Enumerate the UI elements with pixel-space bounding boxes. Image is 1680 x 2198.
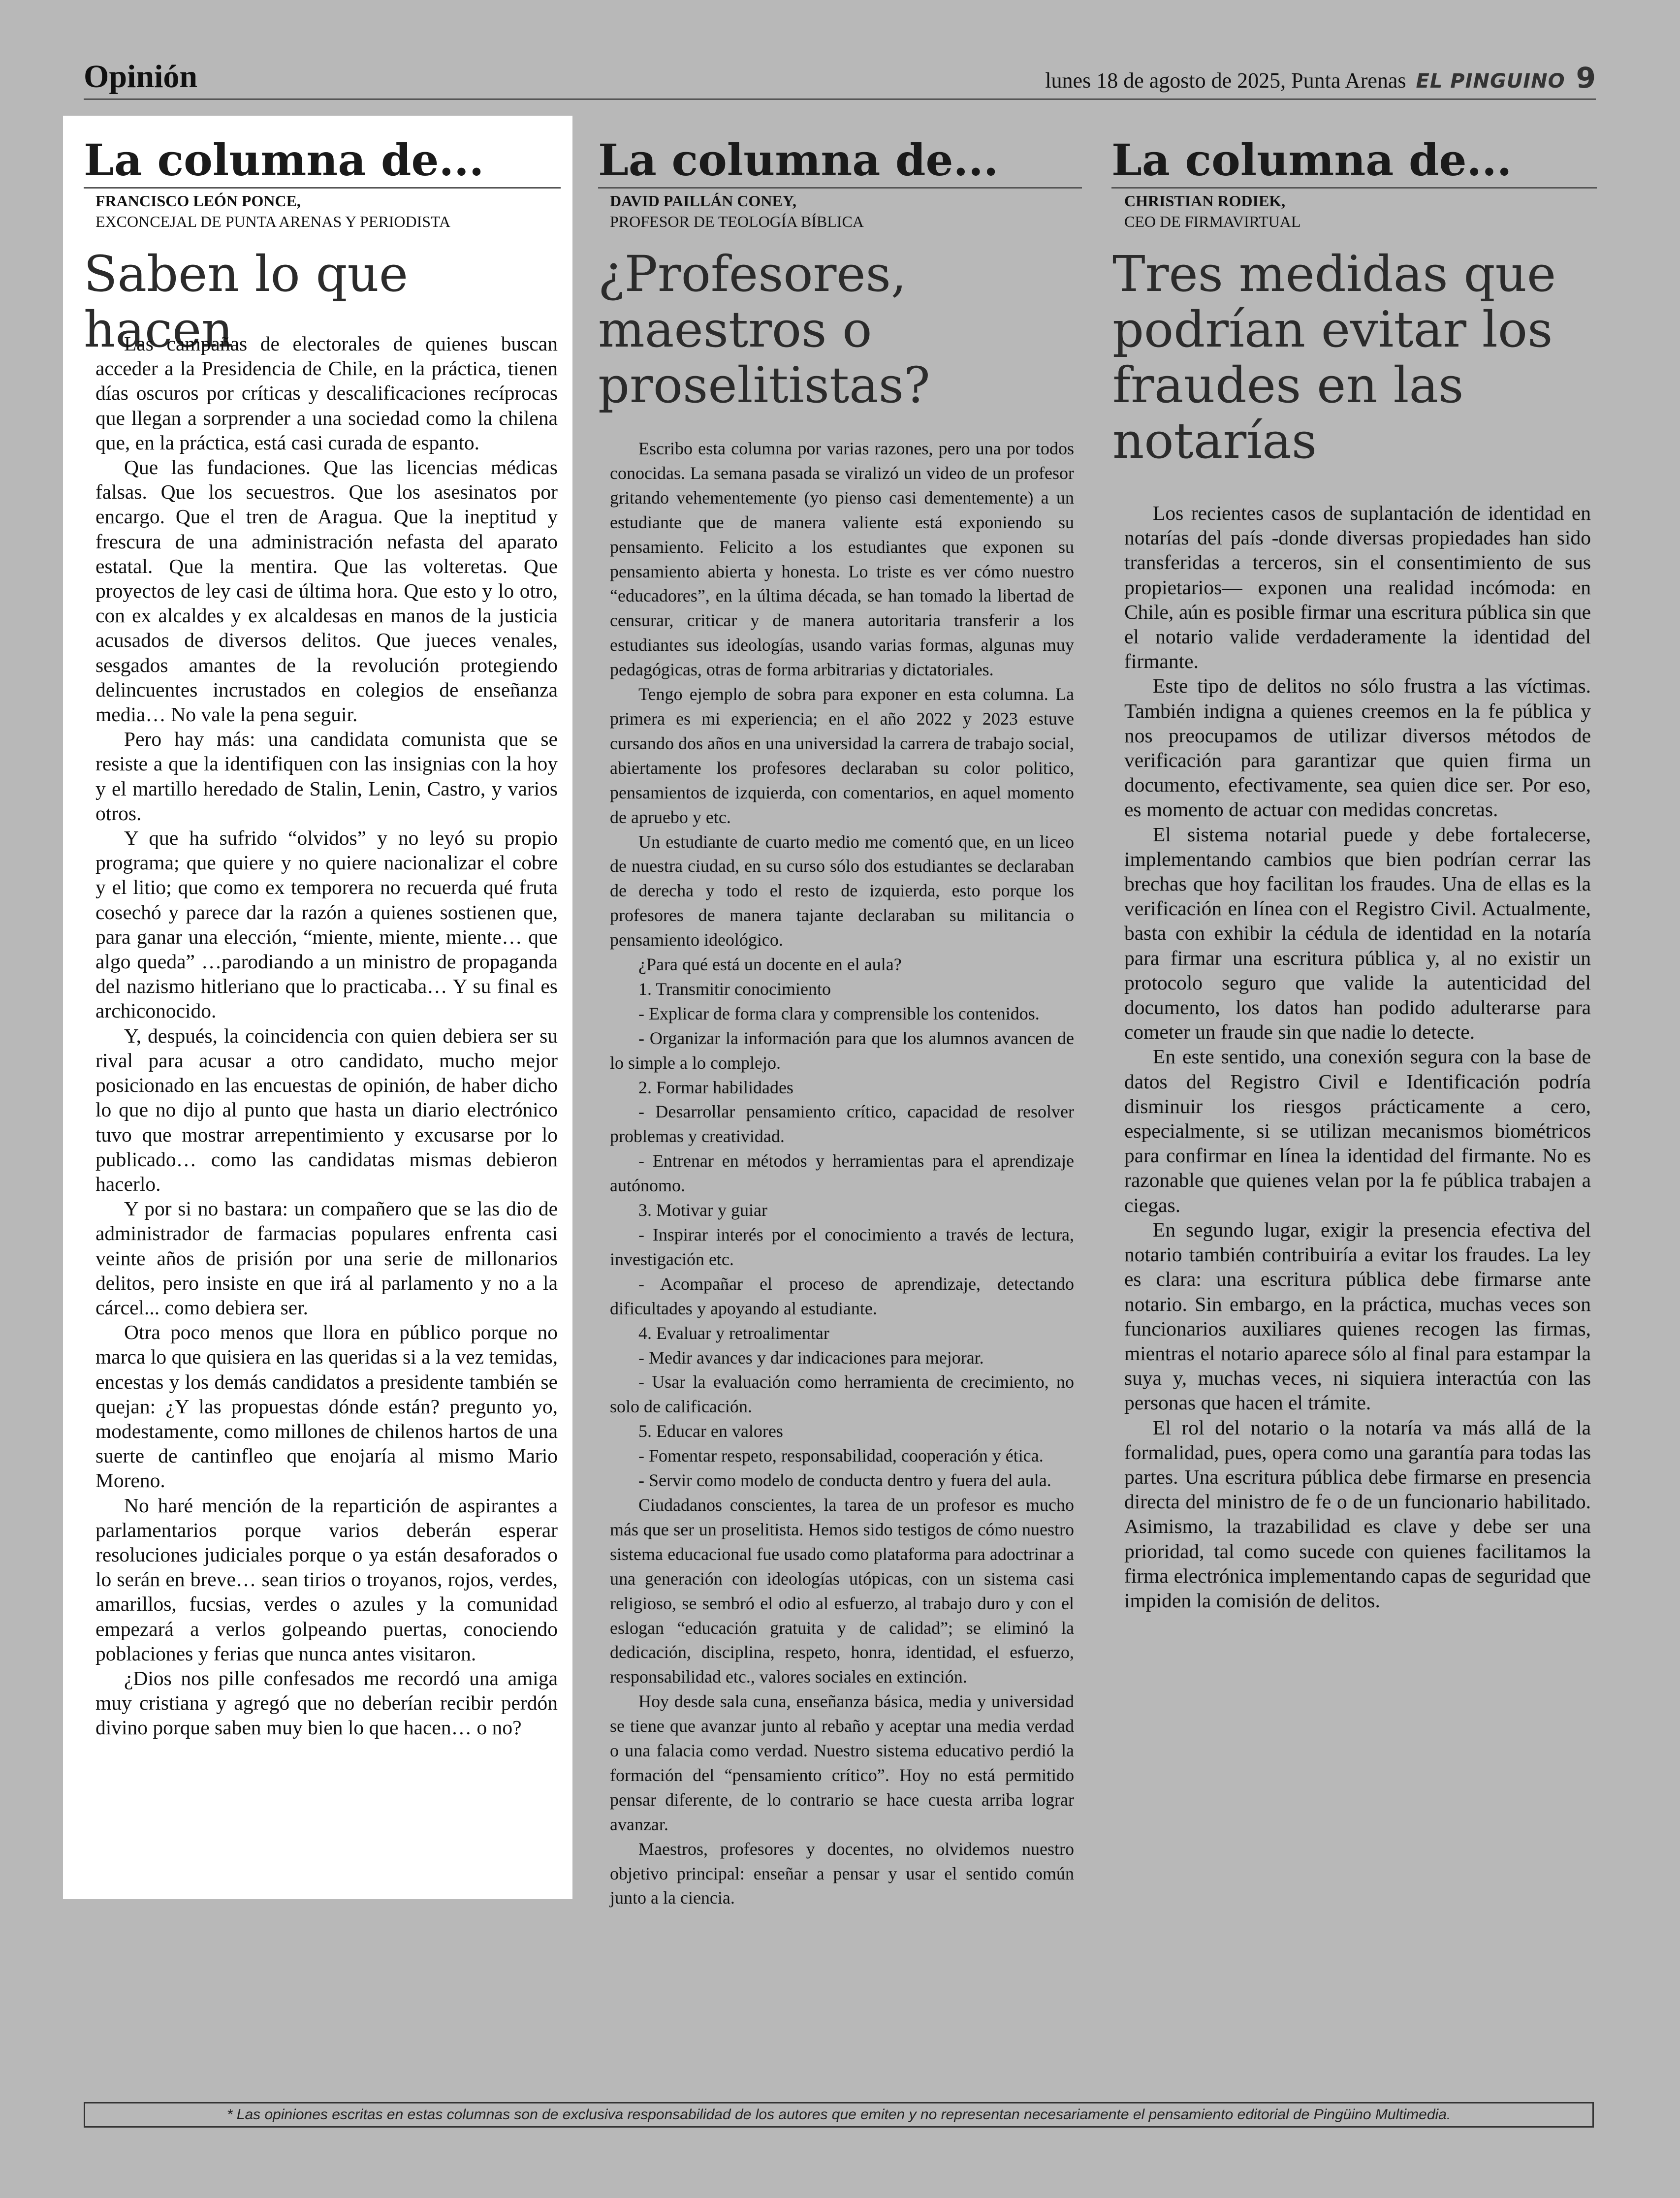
column-kicker: La columna de... xyxy=(598,133,1082,189)
column-1 xyxy=(63,116,572,1899)
column-title: ¿Profesores, maestros o proselitistas? xyxy=(598,245,930,414)
paragraph: El sistema notarial puede y debe fortalecerse, implementando cambios que bien podrían cerrar las brechas que hoy facilitan los fraudes. Una de ellas es la verificación en línea con el Registro Civil. Actualmente, basta con exhibir la cédula de identidad en la notaría para firmar una escritura pública y, al no existir un protocolo seguro que valide la autenticidad del documento, los datos han podido adulterarse para cometer un fraude sin que nadie lo detecte. xyxy=(1124,823,1591,1044)
paragraph: - Explicar de forma clara y comprensible los contenidos. xyxy=(638,1003,1040,1023)
author-role: EXCONCEJAL DE PUNTA ARENAS Y PERIODISTA xyxy=(95,213,451,230)
paragraph: - Desarrollar pensamiento crítico, capacidad de resolver problemas y creatividad. xyxy=(610,1102,1074,1147)
paragraph: Hoy desde sala cuna, enseñanza básica, media y universidad se tiene que avanzar junto al rebaño y aceptar una media verdad o una falacia como verdad. Nuestro sistema educativo perdió la formación del “pensamiento crítico”. Hoy no está permitido pensar diferente, de lo contrario se hace cuesta arriba lograr avanzar. xyxy=(610,1691,1074,1834)
paragraph: Que las fundaciones. Que las licencias médicas falsas. Que los secuestros. Que los asesinatos por encargo. Que el tren de Aragua. Que la ineptitud y frescura de una administración nefasta del aparato estatal. Que la mentira. Que las volteretas. Que proyectos de ley casi de última hora. Que esto y lo otro, con ex alcaldes y ex alcaldesas en manos de la justicia acusados de diversos delitos. Que jueces venales, sesgados amantes de la revolución protegiendo delincuentes incrustados en colegios de enseñanza media… No vale la pena seguir. xyxy=(95,456,558,726)
section-title: Opinión xyxy=(84,59,198,95)
paragraph: - Medir avances y dar indicaciones para mejorar. xyxy=(638,1347,984,1368)
paragraph: - Organizar la información para que los alumnos avancen de lo simple a lo complejo. xyxy=(610,1028,1074,1073)
column-2 xyxy=(577,116,1092,2065)
author-name: CHRISTIAN RODIEK, xyxy=(1124,192,1286,210)
column-title: Tres medidas que podrían evitar los fraudes en las notarías xyxy=(1112,245,1556,470)
column-3 xyxy=(1092,116,1609,1740)
paragraph: Los recientes casos de suplantación de identidad en notarías del país -donde diversas propiedades han sido transferidas a terceros, sin el consentimiento de sus propietarios— exponen una realidad incómoda: en Chile, aún es posible firmar una escritura pública sin que el notario valide verdaderamente la identidad del firmante. xyxy=(1124,502,1591,673)
paragraph: Y que ha sufrido “olvidos” y no leyó su propio programa; que quiere y no quiere nacionalizar el cobre y el litio; que como ex temporera no recuerda qué fruta cosechó y parece dar la razón a quienes sostienen que, para ganar una elección, “miente, miente, miente… que algo queda” …parodiando a un ministro de propaganda del nazismo hitleriano que lo practicaba… Y su final es archiconocido. xyxy=(95,827,558,1022)
header-info xyxy=(1045,61,1596,95)
paragraph: 1. Transmitir conocimiento xyxy=(638,979,831,999)
paragraph: Las campañas de electorales de quienes buscan acceder a la Presidencia de Chile, en la práctica, tienen días oscuros por críticas y descalificaciones recíprocas que llegan a sorprender a una sociedad como la chilena que, en la práctica, está casi curada de espanto. xyxy=(95,332,558,454)
paragraph: Pero hay más: una candidata comunista que se resiste a que la identifiquen con las insignias con la hoy y el martillo heredado de Stalin, Lenin, Castro, y varios otros. xyxy=(95,728,558,825)
author-role: CEO DE FIRMAVIRTUAL xyxy=(1124,213,1301,230)
paragraph: - Entrenar en métodos y herramientas para el aprendizaje autónomo. xyxy=(610,1151,1074,1196)
paragraph: Y, después, la coincidencia con quien debiera ser su rival para acusar a otro candidato, mucho mejor posicionado en las encuestas de opinión, de haber dicho lo que no dijo al punto que hasta un diario electrónico tuvo que mostrar arrepentimiento y excusarse por lo publicado… como las candidatas mismas debieron hacerlo. xyxy=(95,1024,558,1195)
page-header xyxy=(84,58,1596,100)
paragraph: - Inspirar interés por el conocimiento a través de lectura, investigación etc. xyxy=(610,1225,1074,1269)
column-author xyxy=(1124,191,1300,232)
column-body xyxy=(1124,501,1591,1613)
paragraph: ¿Dios nos pille confesados me recordó una amiga muy cristiana y agregó que no deberían recibir perdón divino porque saben muy bien lo que hacen… o no? xyxy=(95,1666,558,1739)
paragraph: 4. Evaluar y retroalimentar xyxy=(638,1323,829,1343)
author-name: DAVID PAILLÁN CONEY, xyxy=(610,192,797,210)
column-kicker: La columna de... xyxy=(1111,133,1597,189)
page-number: 9 xyxy=(1576,61,1596,95)
paragraph: En este sentido, una conexión segura con la base de datos del Registro Civil e Identificación podría disminuir los riesgos prácticamente a cero, especialmente, si se utilizan mecanismos biométricos para confirmar en línea la identidad del firmante. No es razonable que quienes velan por la fe pública trabajen a ciegas. xyxy=(1124,1045,1591,1216)
paragraph: En segundo lugar, exigir la presencia efectiva del notario también contribuiría a evitar los fraudes. La ley es clara: una escritura pública debe firmarse ante notario. Sin embargo, en la práctica, muchas veces son funcionarios auxiliares quienes recogen las firmas, mientras el notario aparece sólo al final para estampar la suya y, muchas veces, ni siquiera interactúa con las personas que hacen el trámite. xyxy=(1124,1218,1591,1414)
paragraph: - Usar la evaluación como herramienta de crecimiento, no solo de calificación. xyxy=(610,1372,1074,1417)
paragraph: Otra poco menos que llora en público porque no marca lo que quisiera en las queridas si a la vez temidas, encestas y los demás candidatos a presidente también se quejan: ¿Y las propuestas dónde están? pregunto yo, modestamente, como millones de chilenos hartos de una suerte de cantinfleo que enojaría al mismo Mario Moreno. xyxy=(95,1321,558,1492)
paragraph: Tengo ejemplo de sobra para exponer en esta columna. La primera es mi experiencia; en el año 2022 y 2023 estuve cursando dos años en una universidad la carrera de trabajo social, abiertamente los profesores declaraban su color politico, pensamientos de izquierda, con comentarios, en aquel momento de apruebo y etc. xyxy=(610,684,1074,827)
paragraph: Escribo esta columna por varias razones, pero una por todos conocidas. La semana pasada se viralizó un video de un profesor gritando vehementemente (yo pienso casi dementemente) a un estudiante que de manera valiente está exponiendo su pensamiento. Felicito a los estudiantes que exponen su pensamiento abierta y honesta. Lo triste es ver cómo nuestro “educadores”, en la última década, se han tomado la libertad de censurar, criticar y de manera autoritaria transferir a los estudiantes sus ideologías, usando varias formas, algunas muy pedagógicas, otras de forma arbitrarias y dictatoriales. xyxy=(610,439,1074,680)
author-name: FRANCISCO LEÓN PONCE, xyxy=(95,192,301,210)
paragraph: No haré mención de la repartición de aspirantes a parlamentarios porque varios deberán esperar resoluciones judiciales porque o ya están desaforados o lo serán en breve… sean tirios o troyanos, rojos, verdes, amarillos, fucsias, verdes o azules y la comunidad empezará a verlos golpeando puertas, conociendo poblaciones y ferias que nunca antes visitaron. xyxy=(95,1494,558,1665)
paragraph: 5. Educar en valores xyxy=(638,1421,783,1441)
column-author xyxy=(610,191,864,232)
paragraph: Ciudadanos conscientes, la tarea de un profesor es mucho más que ser un proselitista. Hemos sido testigos de cómo nuestro sistema educacional fue usado como plataforma para adoctrinar a una generación con ideologías utópicas, con un sistema casi religioso, se sembró el odio al esfuerzo, al trabajo duro y con el eslogan “educación gratuita y de calidad”; se eliminó la dedicación, disciplina, respeto, honra, identidad, el esfuerzo, responsabilidad etc., valores sociales en extinción. xyxy=(610,1495,1074,1687)
paragraph: - Acompañar el proceso de aprendizaje, detectando dificultades y apoyando al estudiante. xyxy=(610,1274,1074,1318)
column-kicker: La columna de... xyxy=(84,133,561,189)
paragraph: Un estudiante de cuarto medio me comentó que, en un liceo de nuestra ciudad, en su curso sólo dos estudiantes se declaraban de derecha y todo el resto de izquierda, esto porque los profesores de manera tajante declaraban su militancia o pensamiento ideológico. xyxy=(610,831,1074,950)
paragraph: - Servir como modelo de conducta dentro y fuera del aula. xyxy=(638,1470,1051,1491)
header-date: lunes 18 de agosto de 2025, Punta Arenas xyxy=(1045,68,1406,93)
newspaper-logo: EL PINGUINO xyxy=(1416,70,1565,93)
paragraph: Y por si no bastara: un compañero que se las dio de administrador de farmacias populares enfrenta casi veinte años de prisión por una serie de millonarios delitos, pero insiste en que irá al parlamento y no a la cárcel... como debiera ser. xyxy=(95,1197,558,1319)
paragraph: 2. Formar habilidades xyxy=(638,1077,793,1097)
paragraph: Este tipo de delitos no sólo frustra a las víctimas. También indigna a quienes creemos en la fe pública y nos preocupamos de utilizar diversos métodos de verificación para garantizar que quien firma un documento, efectivamente, sea quien dice ser. Por eso, es momento de actuar con medidas concretas. xyxy=(1124,674,1591,821)
column-author xyxy=(95,191,450,232)
paragraph: ¿Para qué está un docente en el aula? xyxy=(638,955,902,975)
paragraph: El rol del notario o la notaría va más allá de la formalidad, pues, opera como una garantía para todas las partes. Una escritura pública debe firmarse en presencia directa del ministro de fe o de un funcionario habilitado. Asimismo, la trazabilidad es clave y debe ser una prioridad, tal como sucede con quienes facilitamos la firma electrónica implementando capas de seguridad que impiden la comisión de delitos. xyxy=(1124,1416,1591,1612)
disclaimer-footer: * Las opiniones escritas en estas columnas son de exclusiva responsabilidad de los autores que emiten y no representan necesariamente el pensamiento editorial de Pingüino Multimedia. xyxy=(84,2102,1594,2128)
paragraph: - Fomentar respeto, responsabilidad, cooperación y ética. xyxy=(638,1446,1044,1466)
column-title: Saben lo que hacen xyxy=(84,245,409,358)
author-role: PROFESOR DE TEOLOGÍA BÍBLICA xyxy=(610,213,864,230)
paragraph: 3. Motivar y guiar xyxy=(638,1200,767,1220)
paragraph: Maestros, profesores y docentes, no olvidemos nuestro objetivo principal: enseñar a pensar y usar el sentido común junto a la ciencia. xyxy=(610,1839,1074,1908)
column-body xyxy=(95,331,558,1740)
column-body xyxy=(610,437,1074,1911)
